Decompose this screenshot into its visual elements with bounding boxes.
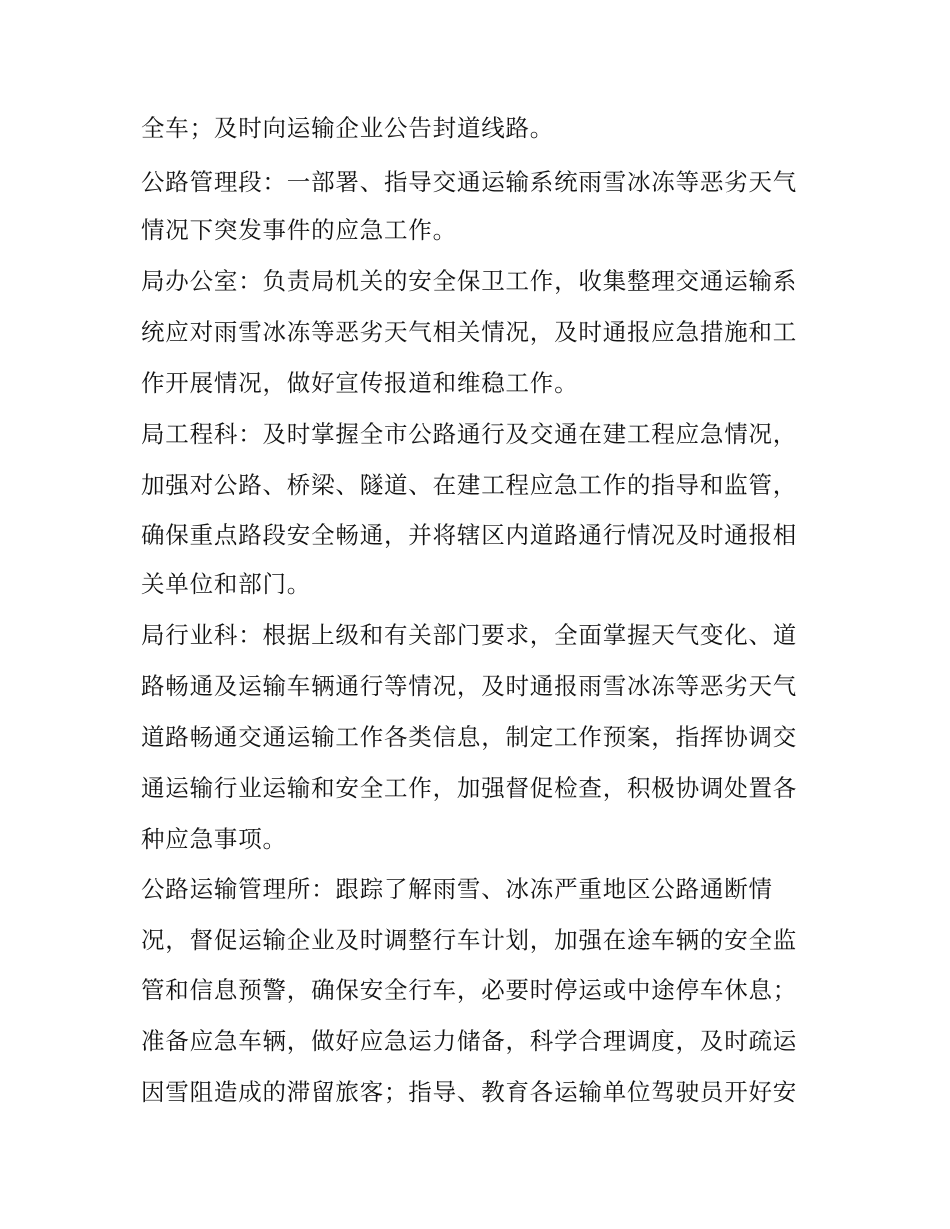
text-line: 公路管理段：一部署、指导交通运输系统雨雪冰冻等恶劣天气 — [141, 168, 798, 196]
text-line: 管和信息预警，确保安全行车，必要时停运或中途停车休息； — [141, 976, 798, 1004]
text-line: 情况下突发事件的应急工作。 — [141, 216, 457, 244]
text-line: 种应急事项。 — [141, 825, 287, 853]
text-line: 准备应急车辆，做好应急运力储备，科学合理调度，及时疏运 — [141, 1027, 798, 1055]
text-line: 因雪阻造成的滞留旅客；指导、教育各运输单位驾驶员开好安 — [141, 1078, 798, 1106]
text-line: 路畅通及运输车辆通行等情况，及时通报雨雪冰冻等恶劣天气 — [141, 672, 798, 700]
text-line: 关单位和部门。 — [141, 570, 312, 598]
text-line: 局行业科：根据上级和有关部门要求，全面掌握天气变化、道 — [141, 621, 798, 649]
text-line: 局办公室：负责局机关的安全保卫工作，收集整理交通运输系 — [141, 267, 798, 295]
text-line: 况，督促运输企业及时调整行车计划，加强在途车辆的安全监 — [141, 926, 798, 954]
text-line: 统应对雨雪冰冻等恶劣天气相关情况，及时通报应急措施和工 — [141, 318, 798, 346]
text-line: 道路畅通交通运输工作各类信息，制定工作预案，指挥协调交 — [141, 723, 798, 751]
text-line: 局工程科：及时掌握全市公路通行及交通在建工程应急情况， — [141, 420, 798, 448]
text-line: 加强对公路、桥梁、隧道、在建工程应急工作的指导和监管， — [141, 471, 798, 499]
text-line: 公路运输管理所：跟踪了解雨雪、冰冻严重地区公路通断情 — [141, 875, 773, 903]
text-line: 全车；及时向运输企业公告封道线路。 — [141, 114, 555, 142]
text-line: 确保重点路段安全畅通，并将辖区内道路通行情况及时通报相 — [141, 521, 798, 549]
text-line: 作开展情况，做好宣传报道和维稳工作。 — [141, 369, 579, 397]
text-line: 通运输行业运输和安全工作，加强督促检查，积极协调处置各 — [141, 774, 798, 802]
